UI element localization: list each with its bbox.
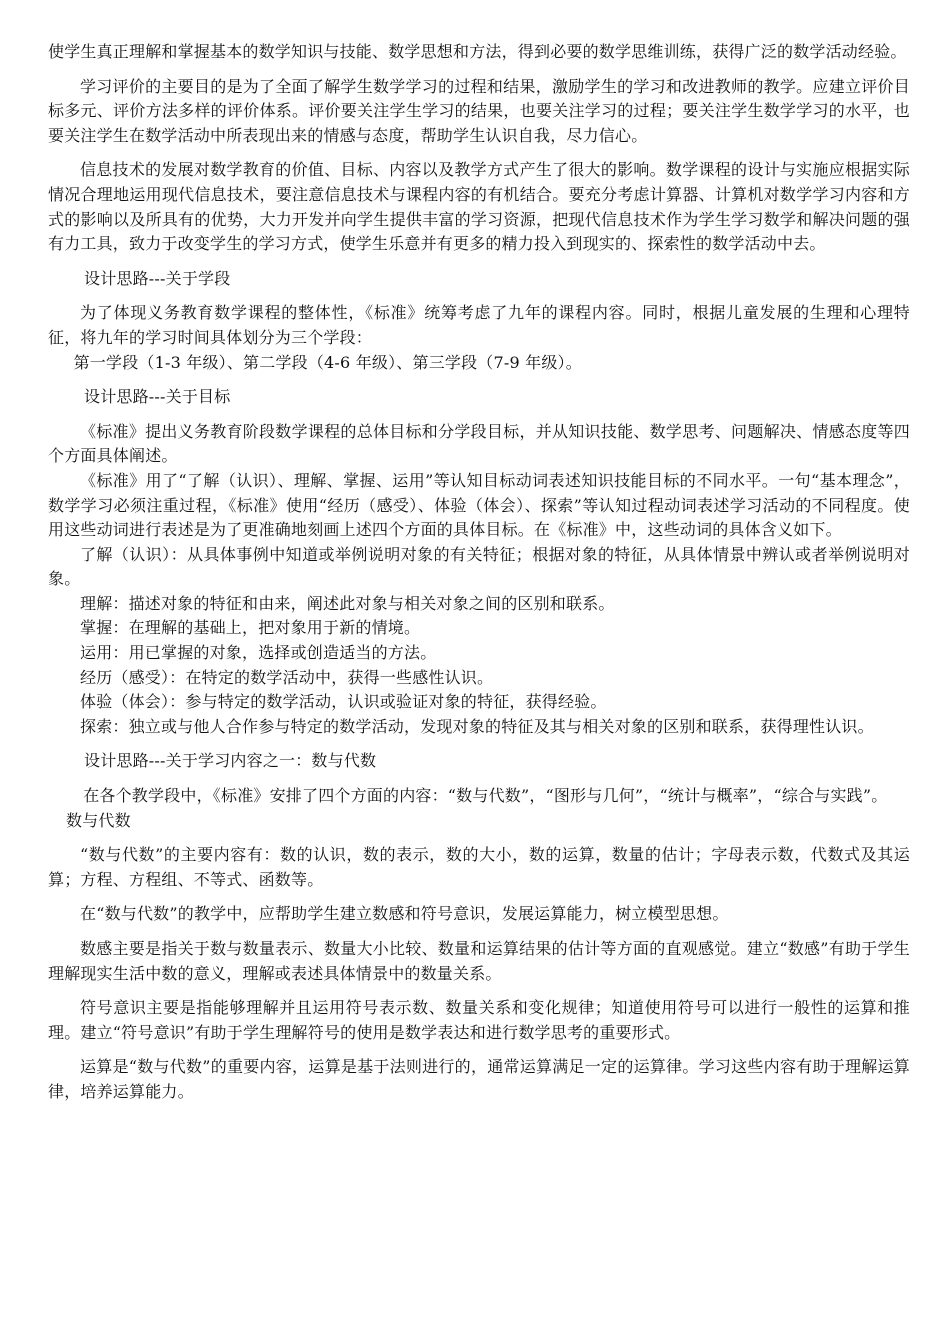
paragraph-stage-list: 第一学段（1-3 年级）、第二学段（4-6 年级）、第三学段（7-9 年级）。 [73, 352, 582, 372]
paragraph-operations: 运算是“数与代数”的重要内容，运算是基于法则进行的，通常运算满足一定的运算律。学习这些内容有助于理解运算律，培养运算能力。 [48, 1057, 910, 1101]
paragraph-verb-experience: 经历（感受）：在特定的数学活动中，获得一些感性认识。 [80, 667, 494, 687]
heading-learning-stages: 设计思路---关于学段 [84, 268, 231, 288]
paragraph-verb-explore: 探索：独立或与他人合作参与特定的数学活动，发现对象的特征及其与相关对象的区别和联系，获得理性认识。 [80, 716, 874, 736]
heading-goals: 设计思路---关于目标 [84, 387, 231, 407]
paragraph-goals-overview: 《标准》提出义务教育阶段数学课程的总体目标和分学段目标，并从知识技能、数学思考、问题解决、情感态度等四个方面具体阐述。 [48, 421, 910, 466]
paragraph-verb-feel: 体验（体会）：参与特定的数学活动，认识或验证对象的特征，获得经验。 [80, 692, 607, 712]
paragraph-symbol-awareness: 符号意识主要是指能够理解并且运用符号表示数、数量关系和变化规律；知道使用符号可以进行一般性的运算和推理。建立“符号意识”有助于学生理解符号的使用是数学表达和进行数学思考的重要形式。 [48, 998, 910, 1042]
paragraph-information-technology: 信息技术的发展对数学教育的价值、目标、内容以及教学方式产生了很大的影响。数学课程的设计与实施应根据实际情况合理地运用现代信息技术，要注意信息技术与课程内容的有机结合。要充分考虑计算器、计算机对数学学习内容和方式的影响以及所具有的优势，大力开发并向学生提供丰富的学习资源，把现代信息技术作为学生学习数学和解决问题的强有力工具，致力于改变学生的学习方式，使学生乐意并有更多的精力投入到现实的、探索性的数学活动中去。 [48, 160, 910, 254]
heading-number-algebra: 数与代数 [66, 810, 131, 830]
paragraph-four-content-areas: 在各个教学段中，《标准》安排了四个方面的内容：“数与代数”，“图形与几何”，“统计与概率”，“综合与实践”。 [83, 786, 888, 806]
paragraph-number-algebra-teaching: 在“数与代数”的教学中，应帮助学生建立数感和符号意识，发展运算能力，树立模型思想。 [80, 904, 729, 924]
paragraph-verb-understand-know: 了解（认识）：从具体事例中知道或举例说明对象的有关特征；根据对象的特征，从具体情景中辨认或者举例说明对象。 [48, 544, 910, 589]
paragraph-math-knowledge: 使学生真正理解和掌握基本的数学知识与技能、数学思想和方法，得到必要的数学思维训练，获得广泛的数学活动经验。 [48, 42, 907, 61]
paragraph-number-sense: 数感主要是指关于数与数量表示、数量大小比较、数量和运算结果的估计等方面的直观感觉。建立“数感”有助于学生理解现实生活中数的意义，理解或表述具体情景中的数量关系。 [48, 939, 910, 983]
heading-content-number-algebra: 设计思路---关于学习内容之一：数与代数 [84, 751, 377, 771]
paragraph-verb-apply: 运用：用已掌握的对象，选择或创造适当的方法。 [80, 643, 437, 663]
paragraph-learning-evaluation: 学习评价的主要目的是为了全面了解学生数学学习的过程和结果，激励学生的学习和改进教师的教学。应建立评价目标多元、评价方法多样的评价体系。评价要关注学生学习的结果，也要关注学习的过程；要关注学生数学学习的水平，也要关注学生在数学活动中所表现出来的情感与态度，帮助学生认识自我，尽力信心。 [48, 76, 910, 145]
paragraph-number-algebra-content: “数与代数”的主要内容有：数的认识，数的表示，数的大小，数的运算，数量的估计；字母表示数，代数式及其运算；方程、方程组、不等式、函数等。 [48, 845, 910, 889]
document-page [48, 40, 910, 1105]
paragraph-goal-verbs: 《标准》用了“了解（认识）、理解、掌握、运用”等认知目标动词表述知识技能目标的不同水平。一句“基本理念”，数学学习必须注重过程，《标准》使用“经历（感受）、体验（体会）、探索”等认知过程动词表述学习活动的不同程度。使用这些动词进行表述是为了更准确地刻画上述四个方面的具体目标。在《标准》中，这些动词的具体含义如下。 [48, 470, 910, 540]
paragraph-stage-intro: 为了体现义务教育数学课程的整体性，《标准》统筹考虑了九年的课程内容。同时，根据儿童发展的生理和心理特征，将九年的学习时间具体划分为三个学段： [48, 303, 910, 347]
paragraph-verb-master: 掌握：在理解的基础上，把对象用于新的情境。 [80, 618, 421, 638]
paragraph-verb-comprehend: 理解：描述对象的特征和由来，阐述此对象与相关对象之间的区别和联系。 [80, 593, 615, 613]
